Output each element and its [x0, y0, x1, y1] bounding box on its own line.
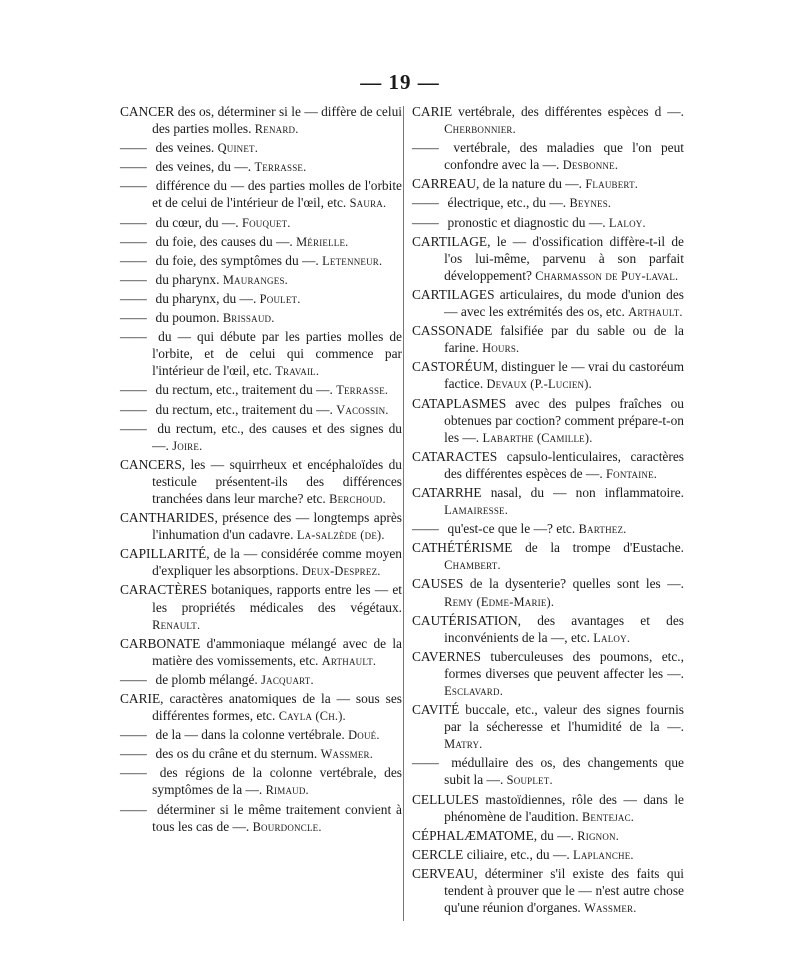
entry-author: Renault. — [152, 617, 201, 632]
entry-text: pronostic et diagnostic du —. — [444, 214, 609, 230]
entry-author: Mérielle. — [296, 234, 349, 249]
entry-text: qu'est-ce que le —? etc. — [444, 521, 579, 537]
entry-author: Labarthe (Camille). — [482, 430, 593, 445]
entry-ditto-dash: —— — [120, 765, 147, 781]
entry-text: capsulo-lenticulaires, caractères des différentes espèces de —. — [444, 448, 684, 481]
entry-heading: CARTILAGES — [412, 286, 495, 302]
entry-text: du — qui débute par les parties molles de l'orbite, et de celui qui commence par l'intérieur de l'œil, etc. — [152, 329, 402, 379]
entry-text: du rectum, etc., traitement du —. — [152, 382, 337, 398]
entry-ditto-dash: —— — [412, 521, 439, 537]
index-entry — [412, 233, 684, 285]
page-number: — 19 — — [360, 70, 440, 94]
entry-text: caractères anatomiques de la — sous ses différentes formes, etc. — [152, 691, 402, 724]
index-entry — [412, 139, 684, 174]
entry-author: Laloy. — [593, 630, 631, 645]
entry-author: Bourdoncle. — [252, 819, 322, 834]
entry-author: La-salzède (de). — [296, 528, 385, 543]
index-entry — [120, 177, 402, 212]
entry-text: de la — dans la colonne vertébrale. — [152, 727, 349, 743]
index-entry — [412, 846, 684, 864]
entry-text: des avantages et des inconvénients de la —, etc. — [444, 612, 684, 645]
entry-author: Cherbonnier. — [444, 122, 516, 137]
entry-author: Beynes. — [569, 196, 612, 211]
entry-author: Flaubert. — [585, 177, 639, 192]
entry-text: déterminer s'il existe des faits qui tendent à prouver que le — n'est autre chose qu'une réunion d'organes. — [444, 865, 684, 916]
index-column-right — [412, 103, 684, 918]
entry-ditto-dash: —— — [120, 159, 147, 175]
entry-ditto-dash: —— — [120, 290, 147, 306]
entry-text: de la — considérée comme moyen d'expliquer les absorptions. — [152, 546, 402, 579]
index-entry — [120, 158, 402, 176]
entry-author: Terrasse. — [254, 160, 307, 175]
entry-author: Renard. — [254, 122, 299, 137]
entry-author: Matry. — [444, 737, 483, 752]
entry-ditto-dash: —— — [120, 329, 147, 345]
entry-author: Joire. — [172, 438, 203, 453]
entry-author: Hours. — [482, 341, 520, 356]
index-entry — [120, 456, 402, 508]
entry-author: Remy (Edme-Marie). — [444, 594, 555, 609]
index-entry — [120, 635, 402, 670]
entry-author: Charmasson de Puy-laval. — [535, 268, 679, 283]
entry-text: de la dysenterie? quelles sont les —. — [463, 576, 684, 592]
index-entry — [412, 322, 684, 357]
entry-author: Deux-Desprez. — [301, 564, 381, 579]
entry-heading: CARTILAGE, — [412, 233, 491, 249]
entry-author: Bentejac. — [581, 809, 635, 824]
entry-heading: CAVERNES — [412, 648, 481, 664]
entry-text: mastoïdiennes, rôle des — dans le phénomène de l'audition. — [444, 791, 684, 824]
entry-heading: CAUTÉRISATION, — [412, 612, 521, 628]
entry-heading: CANCER — [120, 104, 175, 119]
index-entry — [120, 726, 402, 744]
entry-ditto-dash: —— — [412, 140, 439, 156]
index-entry — [412, 539, 684, 574]
entry-ditto-dash: —— — [412, 214, 439, 230]
entry-text: des régions de la colonne vertébrale, des symptômes de la —. — [152, 765, 402, 798]
entry-text: ciliaire, etc., du —. — [463, 846, 574, 862]
entry-text: du rectum, etc., traitement du —. — [152, 401, 337, 417]
entry-heading: CARBONATE — [120, 635, 201, 651]
index-entry — [412, 648, 684, 700]
index-entry — [412, 286, 684, 321]
entry-text: de la nature du —. — [479, 176, 586, 192]
index-entry — [120, 420, 402, 455]
entry-text: des os du crâne et du sternum. — [152, 746, 321, 762]
entry-ditto-dash: —— — [120, 801, 147, 817]
entry-heading: CATAPLASMES — [412, 395, 507, 411]
entry-ditto-dash: —— — [120, 420, 147, 436]
entry-text: du foie, des causes du —. — [152, 233, 297, 249]
index-entry — [412, 791, 684, 826]
index-entry — [120, 581, 402, 633]
index-entry — [412, 520, 684, 538]
entry-text: des os, déterminer si le — diffère de celui des parties molles. — [152, 104, 402, 137]
entry-author: Souplet. — [506, 773, 553, 788]
entry-text: buccale, etc., valeur des signes fournis par la sécheresse et l'humidité de la —. — [444, 702, 684, 735]
entry-author: Doué. — [348, 728, 380, 743]
entry-ditto-dash: —— — [120, 233, 147, 249]
entry-text: déterminer si le même traitement convient à tous les cas de —. — [152, 801, 402, 834]
index-entry — [120, 381, 402, 399]
index-entry — [412, 175, 684, 193]
index-entry — [120, 545, 402, 580]
entry-heading: CELLULES — [412, 791, 479, 807]
index-entry — [120, 401, 402, 419]
entry-text: du —. — [537, 827, 578, 843]
entry-heading: CAVITÉ — [412, 702, 460, 718]
entry-text: médullaire des os, des changements que subit la —. — [444, 755, 684, 788]
entry-text: falsifiée par du sable ou de la farine. — [444, 323, 684, 356]
entry-text: vertébrale, des différentes espèces d —. — [452, 104, 684, 119]
index-entry — [120, 328, 402, 380]
entry-text: distinguer le — vrai du castoréum factice. — [444, 359, 684, 392]
entry-ditto-dash: —— — [412, 755, 439, 771]
index-entry — [412, 575, 684, 610]
entry-author: Fouquet. — [242, 215, 291, 230]
entry-ditto-dash: —— — [120, 671, 147, 687]
index-column-left — [120, 103, 402, 837]
entry-author: Cayla (Ch.). — [278, 709, 346, 724]
entry-author: Esclavard. — [444, 684, 504, 698]
column-divider — [403, 106, 404, 921]
entry-text: avec des pulpes fraîches ou obtenues par coction? comment prépare-t-on les —. — [444, 395, 684, 445]
index-entry — [120, 271, 402, 289]
entry-heading: CAUSES — [412, 576, 464, 592]
entry-author: Vacossin. — [336, 402, 389, 417]
entry-ditto-dash: —— — [120, 178, 147, 194]
entry-text: vertébrale, des maladies que l'on peut confondre avec la —. — [444, 140, 684, 173]
entry-author: Letenneur. — [322, 253, 383, 268]
index-entry — [412, 103, 684, 138]
index-entry — [412, 448, 684, 483]
index-entry — [412, 194, 684, 212]
entry-heading: CATARRHE — [412, 484, 482, 500]
entry-author: Devaux (P.-Lucien). — [486, 377, 592, 392]
entry-ditto-dash: —— — [120, 727, 147, 743]
entry-ditto-dash: —— — [120, 271, 147, 287]
entry-author: Laplanche. — [573, 847, 634, 862]
entry-author: Rimaud. — [265, 783, 309, 798]
entry-text: tuberculeuses des poumons, etc., formes diverses que peuvent affecter les —. — [444, 648, 684, 681]
entry-ditto-dash: —— — [120, 401, 147, 417]
entry-text: du rectum, etc., des causes et des signes du —. — [152, 420, 402, 453]
entry-author: Mauranges. — [222, 272, 288, 287]
entry-heading: CARACTÈRES — [120, 582, 208, 598]
index-entry — [412, 484, 684, 519]
entry-text: le — d'ossification diffère-t-il de l'os lui-même, parvenu à son parfait développement? — [444, 233, 684, 283]
entry-text: des veines. — [152, 140, 218, 156]
entry-heading: CARIE, — [120, 691, 164, 706]
index-entry — [120, 139, 402, 157]
index-entry — [120, 309, 402, 327]
entry-text: du pharynx, du —. — [152, 290, 260, 306]
entry-heading: CARREAU, — [412, 176, 480, 192]
entry-heading: CANCERS, — [120, 456, 186, 472]
entry-author: Chambert. — [444, 558, 501, 573]
index-entry — [120, 801, 402, 836]
index-entry — [412, 358, 684, 393]
entry-text: d'ammoniaque mélangé avec de la matière des vomissements, etc. — [152, 635, 402, 668]
entry-author: Poulet. — [259, 291, 301, 306]
entry-heading: CASSONADE — [412, 323, 493, 339]
entry-heading: CERVEAU, — [412, 865, 478, 881]
entry-ditto-dash: —— — [120, 252, 147, 268]
entry-ditto-dash: —— — [120, 214, 147, 230]
entry-heading: CERCLE — [412, 846, 464, 862]
entry-text: différence du — des parties molles de l'orbite et de celui de l'intérieur de l'œil, etc. — [152, 178, 402, 211]
index-entry — [412, 612, 684, 647]
entry-text: les — squirrheux et encéphaloïdes du testicule présentent-ils des différences tranchées dans leur marche? etc. — [152, 456, 402, 506]
entry-text: articulaires, du mode d'union des — avec les extrémités des os, etc. — [444, 286, 684, 320]
index-entry — [120, 290, 402, 308]
index-entry — [412, 395, 684, 447]
entry-text: des veines, du —. — [152, 159, 255, 175]
entry-text: de la trompe d'Eustache. — [512, 540, 684, 556]
index-entry — [412, 865, 684, 917]
entry-text: du cœur, du —. — [152, 214, 242, 230]
entry-author: Arthault. — [628, 305, 683, 320]
index-entry — [120, 764, 402, 799]
index-entry — [120, 233, 402, 251]
entry-text: présence des — longtemps après l'inhumation d'un cadavre. — [152, 510, 402, 543]
index-entry — [120, 671, 402, 689]
entry-heading: CATARACTES — [412, 448, 498, 464]
index-entry — [120, 745, 402, 763]
entry-ditto-dash: —— — [120, 140, 147, 156]
entry-author: Travail. — [275, 364, 320, 379]
entry-author: Laloy. — [608, 215, 646, 230]
entry-text: botaniques, rapports entre les — et les propriétés médicales des végétaux. — [152, 582, 402, 615]
entry-author: Jacquart. — [261, 672, 314, 687]
entry-heading: CAPILLARITÉ, — [120, 546, 210, 562]
entry-author: Terrasse. — [336, 383, 389, 398]
index-entry — [120, 103, 402, 138]
entry-author: Lamairesse. — [444, 503, 509, 518]
entry-heading: CARIE — [412, 104, 453, 119]
entry-ditto-dash: —— — [412, 195, 439, 211]
entry-text: du pharynx. — [152, 271, 223, 287]
entry-text: de plomb mélangé. — [152, 671, 262, 687]
index-entry — [412, 214, 684, 232]
entry-text: du poumon. — [152, 310, 223, 326]
entry-ditto-dash: —— — [120, 382, 147, 398]
entry-text: électrique, etc., du —. — [444, 195, 570, 211]
entry-author: Wassmer. — [320, 747, 374, 762]
entry-text: nasal, du — non inflammatoire. — [481, 484, 684, 500]
entry-author: Wassmer. — [584, 901, 637, 916]
index-entry — [120, 509, 402, 544]
entry-heading: CANTHARIDES, — [120, 510, 218, 526]
entry-author: Rignon. — [577, 828, 620, 843]
index-entry — [412, 754, 684, 789]
entry-author: Saura. — [349, 196, 387, 211]
entry-author: Arthault. — [321, 653, 377, 668]
entry-author: Desbonne. — [562, 158, 619, 173]
index-entry — [412, 701, 684, 753]
entry-text: du foie, des symptômes du —. — [152, 252, 323, 268]
entry-heading: CASTORÉUM, — [412, 359, 498, 375]
entry-ditto-dash: —— — [120, 310, 147, 326]
entry-author: Barthez. — [578, 522, 627, 537]
entry-author: Brissaud. — [222, 311, 275, 326]
index-entry — [120, 252, 402, 270]
entry-heading: CATHÉTÉRISME — [412, 540, 513, 556]
index-entry — [120, 690, 402, 725]
index-entry — [412, 827, 684, 845]
entry-ditto-dash: —— — [120, 746, 147, 762]
index-entry — [120, 214, 402, 232]
entry-author: Berchoud. — [329, 491, 386, 506]
entry-heading: CÉPHALÆMATOME, — [412, 827, 538, 843]
entry-author: Quinet. — [217, 141, 259, 156]
entry-author: Fontaine. — [606, 466, 658, 481]
